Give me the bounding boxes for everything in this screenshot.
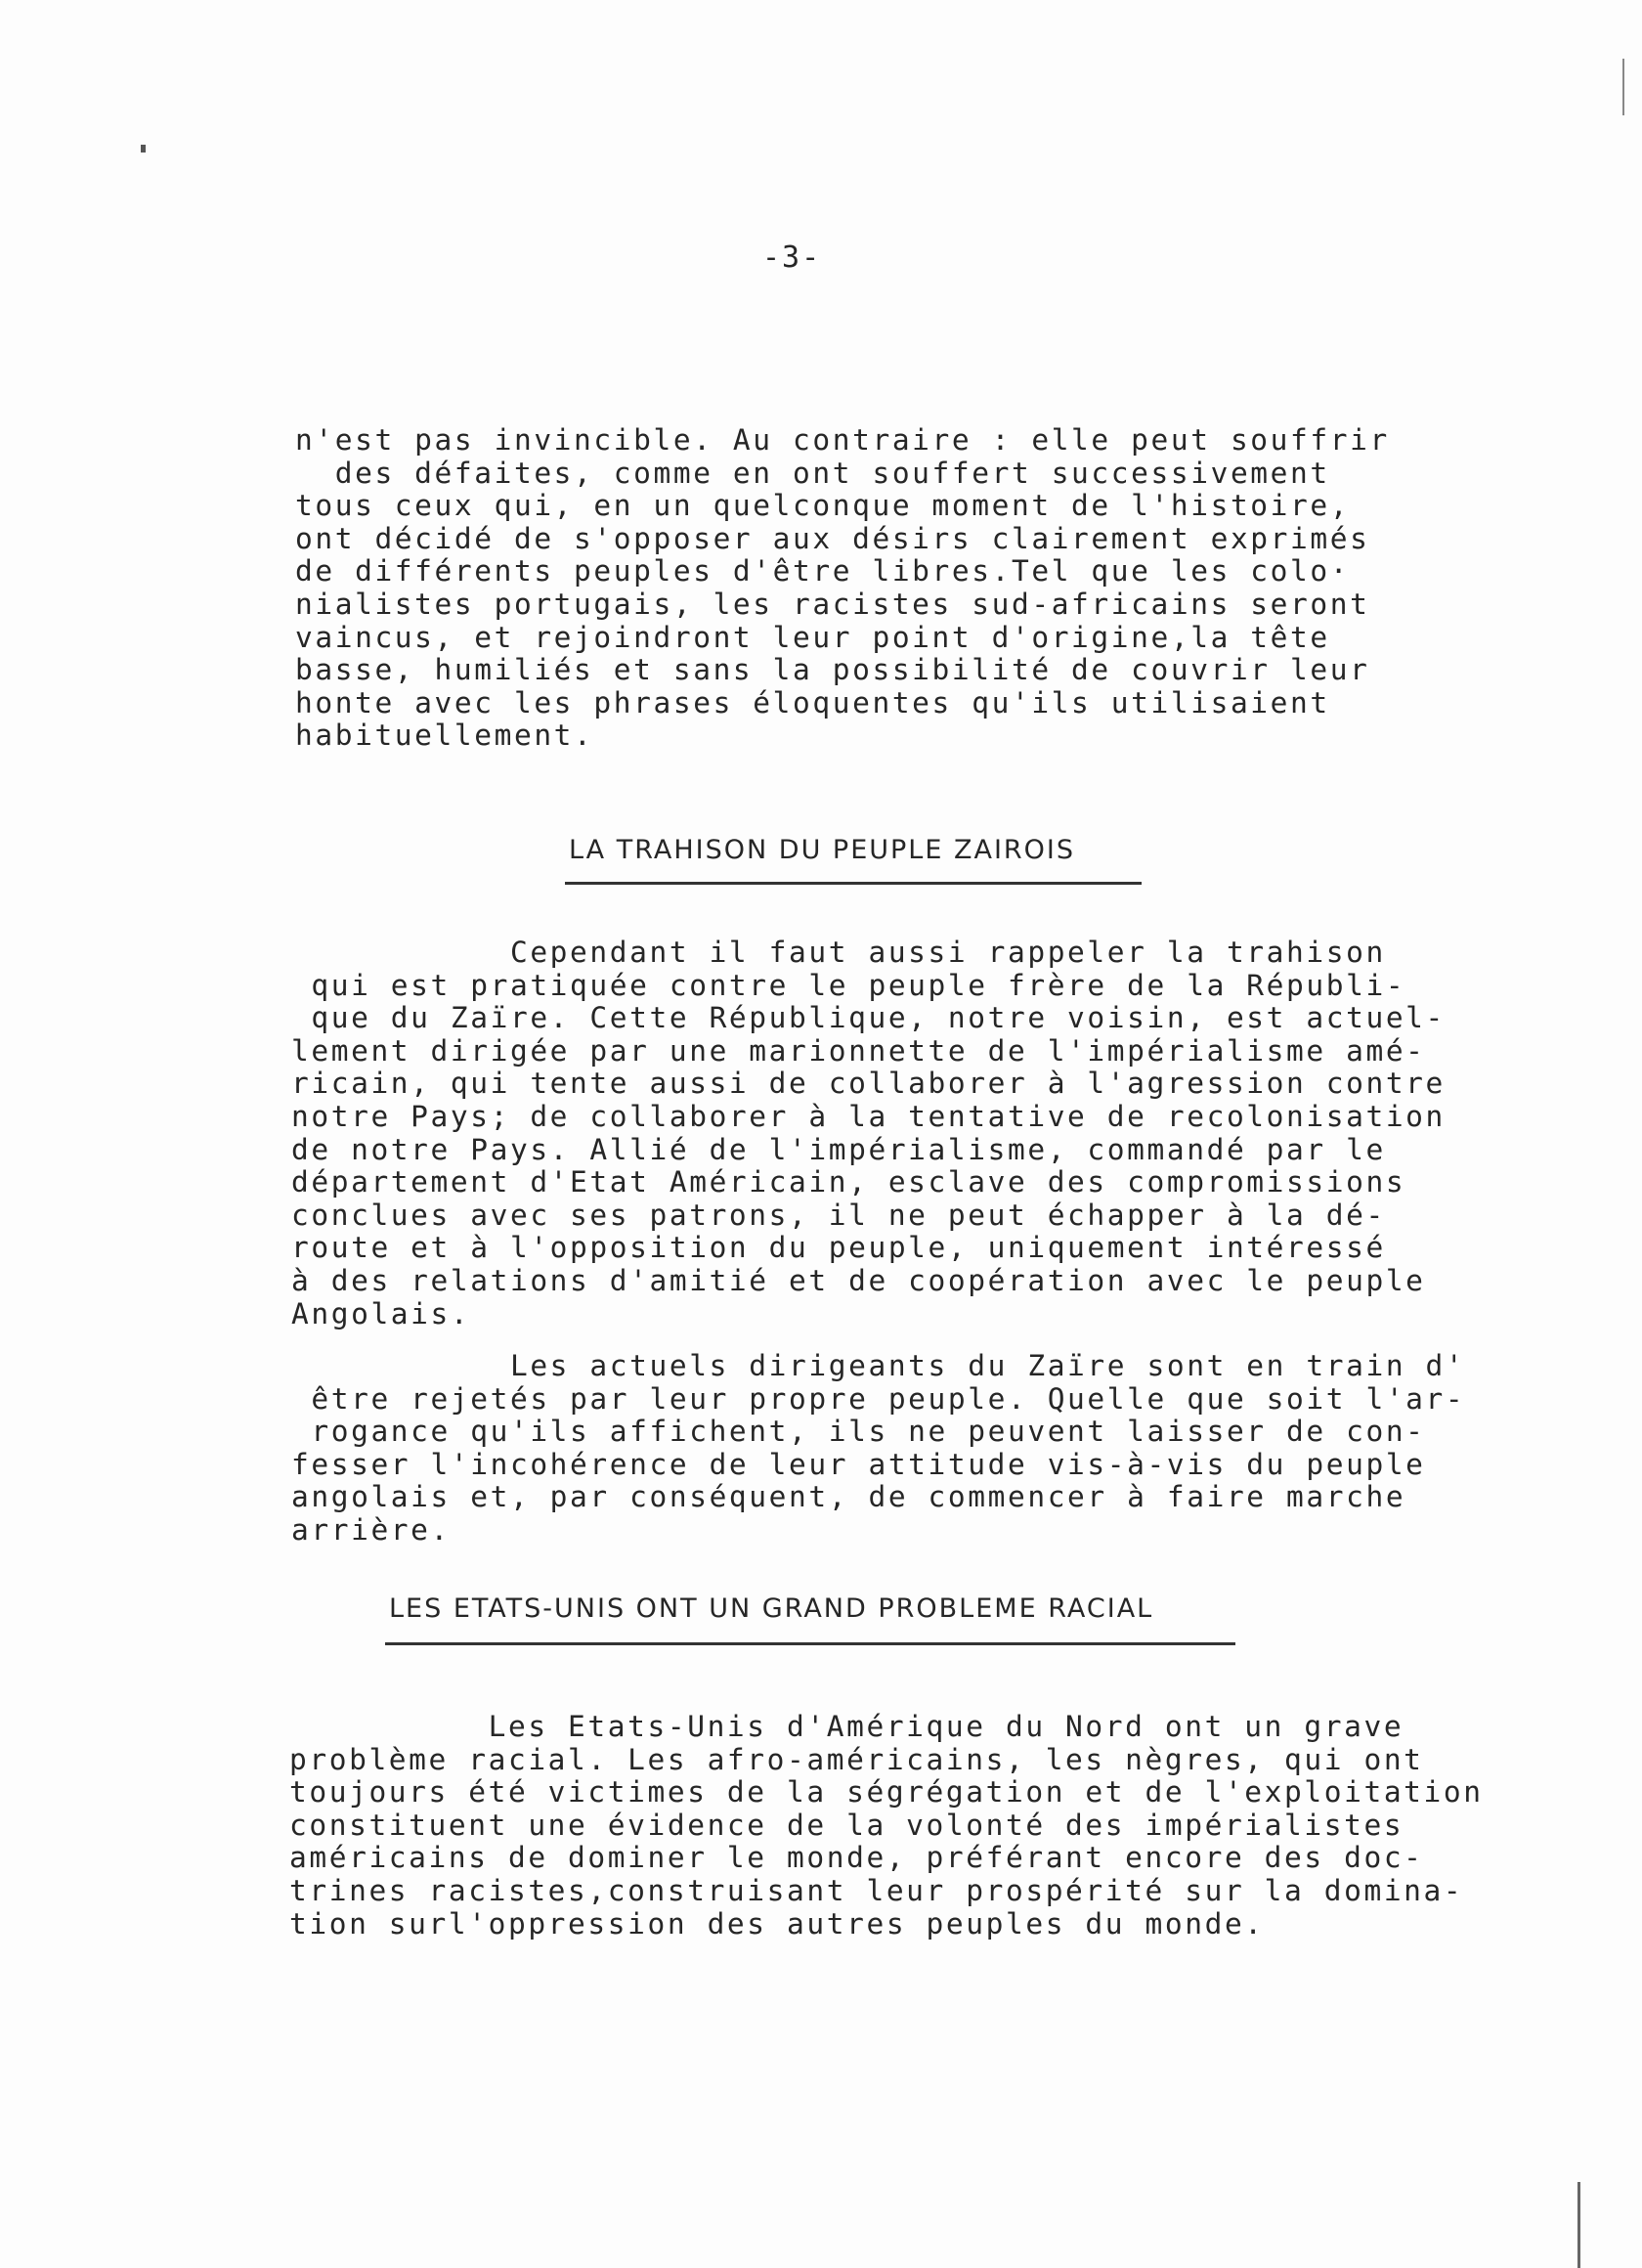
text-line: ricain, qui tente aussi de collaborer à l'agression contre [291,1067,1446,1101]
text-line: Cependant il faut aussi rappeler la trahison [291,936,1386,969]
text-line: rogance qu'ils affichent, ils ne peuvent laisser de con- [291,1415,1426,1449]
text-line: américains de dominer le monde, préférant encore des doc- [289,1841,1424,1875]
usa-paragraph-1 [289,1711,1484,1941]
margin-speck [141,145,146,153]
zaire-paragraph-1 [291,937,1446,1330]
text-line: à des relations d'amitié et de coopération avec le peuple [291,1263,1426,1297]
heading-underline-zaire [565,882,1142,885]
text-line: lement dirigée par une marionnette de l'impérialisme amé- [291,1033,1426,1068]
text-line: angolais et, par conséquent, de commencer à faire marche [291,1480,1406,1514]
text-line: qui est pratiquée contre le peuple frère de la Républi- [291,968,1406,1002]
text-line: fesser l'incohérence de leur attitude vis-à-vis du peuple [291,1447,1426,1481]
text-line: des défaites, comme en ont souffert successivement [295,456,1330,490]
text-line: constituent une évidence de la volonté des impérialistes [289,1808,1404,1842]
text-line: nialistes portugais, les racistes sud-africains seront [295,587,1370,621]
text-line: notre Pays; de collaborer à la tentative de recolonisation [291,1099,1446,1133]
text-line: arrière. [291,1512,451,1547]
text-line: basse, humiliés et sans la possibilité de couvrir leur [295,653,1370,687]
text-line: vaincus, et rejoindront leur point d'origine,la tête [295,620,1330,654]
text-line: département d'Etat Américain, esclave des compromissions [291,1165,1406,1199]
text-line: honte avec les phrases éloquentes qu'ils utilisaient [295,685,1330,720]
text-line: de différents peuples d'être libres.Tel que les colo· [295,554,1351,589]
text-line: conclues avec ses patrons, il ne peut échapper à la dé- [291,1198,1386,1232]
right-edge-mark [1622,59,1624,115]
text-line: toujours été victimes de la ségrégation et de l'exploitation [289,1775,1484,1810]
text-line: n'est pas invincible. Au contraire : elle peut souffrir [295,423,1390,457]
text-line: trines racistes,construisant leur prospérité sur la domina- [289,1873,1464,1907]
text-line: habituellement. [295,719,594,753]
text-line: ont décidé de s'opposer aux désirs clairement exprimés [295,521,1370,555]
text-line: que du Zaïre. Cette République, notre voisin, est actuel- [291,1001,1446,1035]
text-line: route et à l'opposition du peuple, uniquement intéressé [291,1231,1386,1265]
text-line: problème racial. Les afro-américains, les nègres, qui ont [289,1742,1424,1776]
section-heading-zaire: LA TRAHISON DU PEUPLE ZAIROIS [569,835,1076,865]
heading-underline-usa [385,1642,1235,1645]
text-line: Les Etats-Unis d'Amérique du Nord ont un grave [289,1710,1404,1743]
text-line: Angolais. [291,1296,471,1330]
zaire-paragraph-2 [291,1350,1465,1548]
intro-paragraph [295,424,1390,753]
text-line: Les actuels dirigeants du Zaïre sont en train d' [291,1349,1466,1382]
page-number: -3- [762,240,822,275]
text-line: tion surl'oppression des autres peuples du monde. [289,1906,1265,1941]
right-edge-mark-bottom [1577,2182,1580,2268]
text-line: être rejetés par leur propre peuple. Quelle que soit l'ar- [291,1381,1466,1416]
text-line: de notre Pays. Allié de l'impérialisme, commandé par le [291,1132,1386,1166]
section-heading-usa: LES ETATS-UNIS ONT UN GRAND PROBLEME RACIAL [389,1593,1154,1624]
text-line: tous ceux qui, en un quelconque moment de l'histoire, [295,489,1351,523]
